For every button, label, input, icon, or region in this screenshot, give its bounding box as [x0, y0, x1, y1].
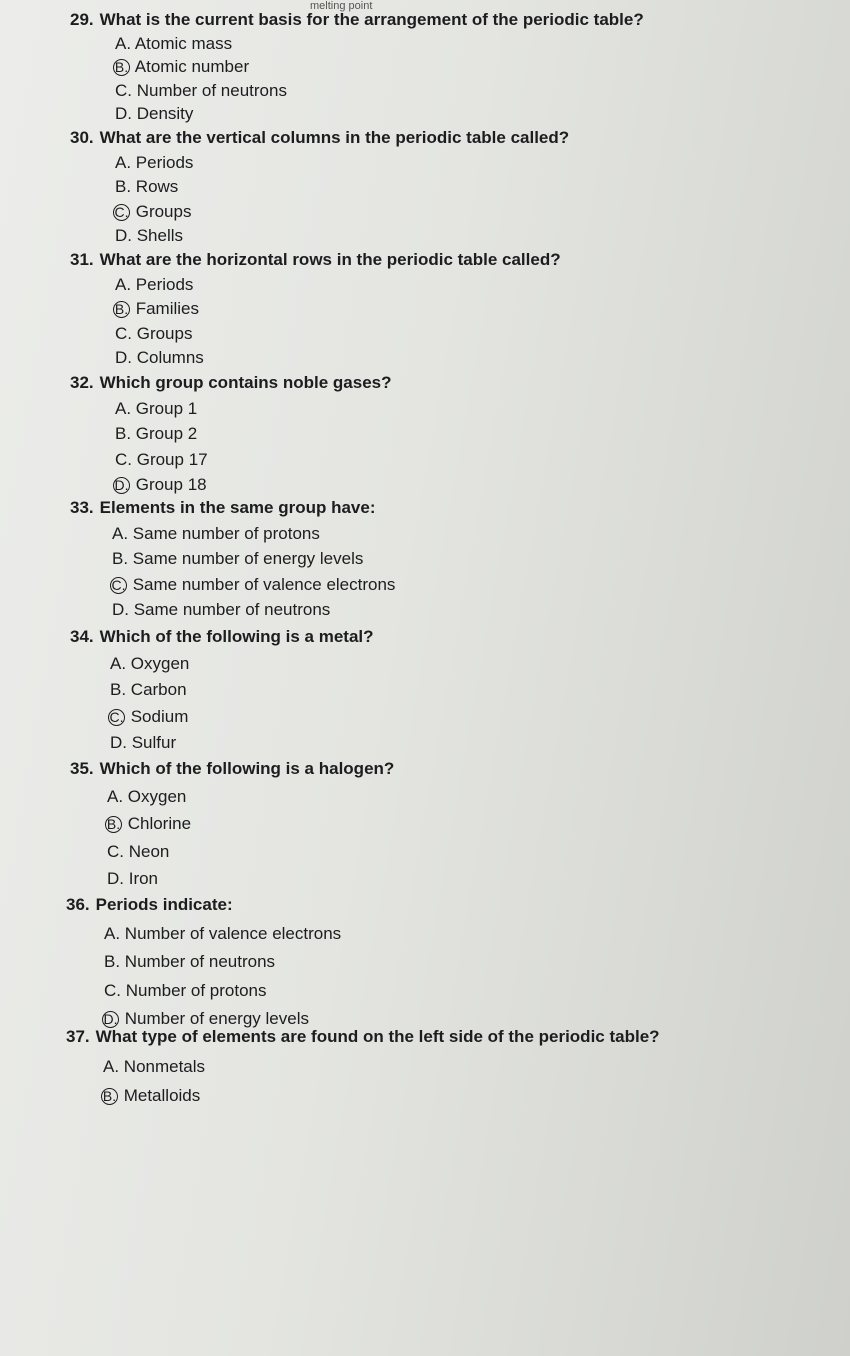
option-text: Oxygen — [126, 653, 190, 673]
answer-option[interactable] — [115, 348, 204, 368]
option-letter: A. — [115, 152, 132, 172]
answer-option[interactable] — [112, 549, 363, 569]
answer-option[interactable] — [110, 680, 187, 700]
header-snippet: melting point — [310, 0, 373, 12]
question-37 — [66, 1027, 660, 1047]
option-text: Periods — [131, 274, 194, 294]
question-32 — [70, 373, 392, 393]
answer-option[interactable] — [115, 450, 208, 470]
option-text: Shells — [132, 226, 184, 245]
answer-option[interactable] — [115, 153, 193, 173]
option-text: Sulfur — [127, 733, 177, 752]
question-text: Which group contains noble gases? — [99, 373, 392, 392]
option-text: Number of valence electrons — [120, 923, 342, 943]
option-text: Number of neutrons — [120, 952, 276, 971]
option-letter: D. — [107, 869, 124, 888]
answer-option[interactable] — [104, 981, 267, 1001]
option-letter: D. — [115, 348, 132, 367]
option-letter: A. — [115, 398, 132, 418]
option-letter: C. — [104, 980, 121, 1000]
answer-option[interactable] — [107, 814, 191, 834]
question-number: 31. — [70, 250, 94, 269]
question-text: Which of the following is a halogen? — [99, 759, 395, 778]
answer-option[interactable] — [112, 575, 395, 595]
question-33 — [70, 498, 376, 518]
question-number: 32. — [70, 373, 94, 392]
answer-option[interactable] — [115, 324, 192, 344]
option-text: Number of neutrons — [132, 80, 287, 100]
circled-option-letter: C. — [114, 203, 129, 220]
answer-option[interactable] — [110, 654, 189, 674]
question-text: What is the current basis for the arrangement of the periodic table? — [99, 10, 644, 29]
answer-option[interactable] — [115, 34, 232, 54]
circled-option-letter: B. — [114, 59, 129, 75]
option-text: Number of energy levels — [120, 1009, 309, 1028]
option-text: Number of protons — [121, 980, 267, 1000]
option-text: Same number of energy levels — [128, 549, 364, 568]
option-text: Group 18 — [131, 475, 207, 494]
option-letter: B. — [115, 424, 132, 443]
option-letter: B. — [112, 549, 129, 568]
answer-option[interactable] — [107, 869, 158, 889]
option-letter: D. — [115, 104, 132, 123]
option-text: Same number of valence electrons — [128, 574, 396, 594]
option-letter: D. — [112, 600, 129, 619]
answer-option[interactable] — [112, 600, 330, 620]
option-text: Metalloids — [119, 1086, 201, 1105]
option-text: Nonmetals — [119, 1056, 206, 1076]
question-number: 30. — [70, 128, 94, 147]
question-text: What are the vertical columns in the periodic table called? — [99, 128, 570, 147]
option-letter: C. — [115, 80, 132, 100]
option-letter: D. — [115, 226, 132, 245]
question-text: Periods indicate: — [95, 895, 233, 914]
circled-option-letter: B. — [114, 301, 129, 317]
option-letter: C. — [115, 323, 132, 343]
option-text: Columns — [132, 348, 204, 367]
option-text: Atomic mass — [131, 33, 233, 53]
circled-option-letter: B. — [106, 816, 121, 832]
option-text: Rows — [131, 177, 179, 196]
option-text: Chlorine — [123, 814, 192, 833]
option-text: Iron — [124, 869, 159, 888]
option-text: Groups — [132, 323, 193, 343]
option-letter: B. — [115, 177, 132, 196]
answer-option[interactable] — [115, 104, 193, 124]
answer-option[interactable] — [104, 924, 341, 944]
option-text: Oxygen — [123, 786, 187, 806]
option-letter: A. — [110, 653, 127, 673]
option-letter: A. — [107, 786, 124, 806]
option-text: Group 2 — [131, 424, 198, 443]
circled-option-letter: C. — [111, 576, 126, 593]
circled-option-letter: D. — [114, 477, 129, 493]
question-36 — [66, 895, 233, 915]
question-29 — [70, 10, 644, 30]
circled-option-letter: B. — [102, 1088, 117, 1104]
answer-option[interactable] — [115, 275, 193, 295]
question-number: 35. — [70, 759, 94, 778]
option-text: Same number of neutrons — [129, 600, 331, 619]
question-35 — [70, 759, 394, 779]
circled-option-letter: D. — [103, 1011, 118, 1027]
option-letter: A. — [115, 274, 132, 294]
option-text: Density — [132, 104, 194, 123]
answer-option[interactable] — [115, 475, 207, 495]
question-number: 34. — [70, 627, 94, 646]
answer-option[interactable] — [115, 424, 197, 444]
answer-option[interactable] — [107, 787, 186, 807]
answer-option[interactable] — [103, 1057, 205, 1077]
answer-option[interactable] — [110, 733, 176, 753]
question-number: 37. — [66, 1027, 90, 1046]
option-letter: A. — [115, 33, 132, 53]
option-letter: C. — [107, 841, 124, 861]
option-text: Group 1 — [131, 398, 198, 418]
answer-option[interactable] — [110, 707, 188, 727]
answer-option[interactable] — [115, 57, 249, 77]
option-letter: A. — [103, 1056, 120, 1076]
answer-option[interactable] — [104, 952, 275, 972]
answer-option[interactable] — [112, 524, 320, 544]
question-text: Elements in the same group have: — [99, 498, 376, 517]
question-34 — [70, 627, 374, 647]
option-letter: D. — [110, 733, 127, 752]
option-letter: A. — [104, 923, 121, 943]
answer-option[interactable] — [107, 842, 169, 862]
answer-option[interactable] — [104, 1009, 309, 1029]
answer-option[interactable] — [115, 177, 178, 197]
question-number: 36. — [66, 895, 90, 914]
option-letter: C. — [115, 449, 132, 469]
option-text: Same number of protons — [128, 523, 320, 543]
question-number: 29. — [70, 10, 94, 29]
circled-option-letter: C. — [109, 708, 124, 725]
option-text: Group 17 — [132, 449, 208, 469]
option-text: Families — [131, 299, 200, 318]
option-letter: B. — [110, 680, 127, 699]
answer-option[interactable] — [115, 226, 183, 246]
option-text: Atomic number — [131, 57, 250, 76]
option-letter: B. — [104, 952, 121, 971]
option-text: Carbon — [126, 680, 187, 699]
answer-option[interactable] — [115, 399, 197, 419]
option-letter: A. — [112, 523, 129, 543]
question-text: Which of the following is a metal? — [99, 627, 374, 646]
option-text: Neon — [124, 841, 170, 861]
answer-option[interactable] — [115, 81, 287, 101]
question-30 — [70, 128, 569, 148]
question-text: What type of elements are found on the left side of the periodic table? — [95, 1027, 660, 1046]
option-text: Sodium — [126, 706, 189, 726]
option-text: Groups — [131, 201, 192, 221]
question-number: 33. — [70, 498, 94, 517]
question-31 — [70, 250, 561, 270]
answer-option[interactable] — [115, 202, 191, 222]
option-text: Periods — [131, 152, 194, 172]
answer-option[interactable] — [103, 1086, 200, 1106]
answer-option[interactable] — [115, 299, 199, 319]
question-text: What are the horizontal rows in the periodic table called? — [99, 250, 561, 269]
